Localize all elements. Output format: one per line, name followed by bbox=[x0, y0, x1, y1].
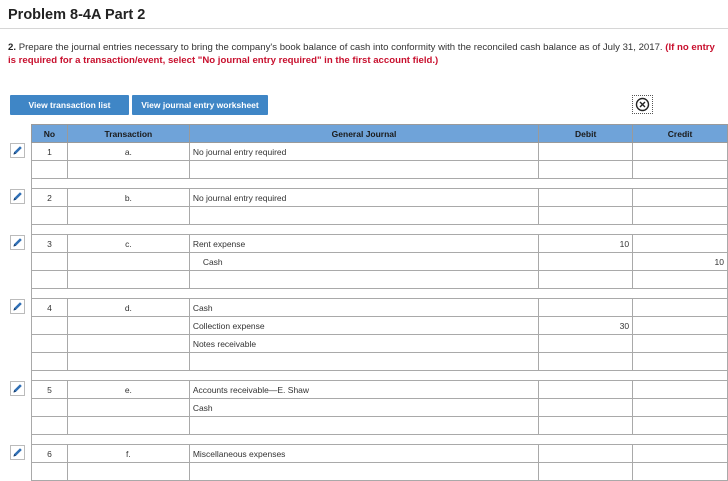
entry-no bbox=[32, 207, 68, 225]
entry-no bbox=[32, 417, 68, 435]
account-field[interactable]: Cash bbox=[189, 399, 538, 417]
table-row bbox=[32, 399, 728, 417]
account-field[interactable]: No journal entry required bbox=[189, 189, 538, 207]
entry-no: 6 bbox=[32, 445, 68, 463]
credit-field[interactable] bbox=[633, 317, 728, 335]
table-row bbox=[32, 463, 728, 481]
credit-field[interactable] bbox=[633, 381, 728, 399]
transaction-label bbox=[67, 271, 189, 289]
entry-separator bbox=[32, 371, 728, 381]
table-row bbox=[32, 253, 728, 271]
transaction-label: f. bbox=[67, 445, 189, 463]
col-no: No bbox=[32, 125, 68, 143]
debit-field[interactable] bbox=[539, 207, 633, 225]
entry-no bbox=[32, 253, 68, 271]
col-credit: Credit bbox=[633, 125, 728, 143]
separator-cell bbox=[32, 289, 728, 299]
debit-field[interactable] bbox=[539, 335, 633, 353]
account-field[interactable] bbox=[189, 271, 538, 289]
credit-field[interactable] bbox=[633, 463, 728, 481]
entry-no bbox=[32, 463, 68, 481]
debit-field[interactable] bbox=[539, 143, 633, 161]
account-field[interactable] bbox=[189, 417, 538, 435]
account-field[interactable]: Rent expense bbox=[189, 235, 538, 253]
table-row bbox=[32, 207, 728, 225]
debit-field[interactable] bbox=[539, 189, 633, 207]
table-row bbox=[32, 299, 728, 317]
instruction-text: Prepare the journal entries necessary to bring the company's book balance of cash into conformity with the reconciled cash balance as of July 31, 2017. bbox=[18, 42, 663, 53]
credit-field[interactable]: 10 bbox=[633, 253, 728, 271]
col-general-journal: General Journal bbox=[189, 125, 538, 143]
separator-cell bbox=[32, 225, 728, 235]
edit-entry-6-pencil-icon[interactable] bbox=[10, 445, 25, 460]
credit-field[interactable] bbox=[633, 161, 728, 179]
debit-field[interactable] bbox=[539, 399, 633, 417]
debit-field[interactable]: 30 bbox=[539, 317, 633, 335]
account-field[interactable]: Cash bbox=[189, 299, 538, 317]
credit-field[interactable] bbox=[633, 299, 728, 317]
entry-separator bbox=[32, 435, 728, 445]
edit-entry-1-pencil-icon[interactable] bbox=[10, 143, 25, 158]
entry-no bbox=[32, 335, 68, 353]
account-field[interactable] bbox=[189, 161, 538, 179]
transaction-label bbox=[67, 353, 189, 371]
table-row bbox=[32, 445, 728, 463]
debit-field[interactable] bbox=[539, 271, 633, 289]
entry-no: 4 bbox=[32, 299, 68, 317]
account-field[interactable] bbox=[189, 463, 538, 481]
debit-field[interactable] bbox=[539, 253, 633, 271]
debit-field[interactable] bbox=[539, 161, 633, 179]
entry-no bbox=[32, 317, 68, 335]
debit-field[interactable] bbox=[539, 299, 633, 317]
entry-separator bbox=[32, 179, 728, 189]
transaction-label bbox=[67, 399, 189, 417]
account-field[interactable]: Notes receivable bbox=[189, 335, 538, 353]
close-button[interactable] bbox=[632, 95, 653, 114]
entry-separator bbox=[32, 289, 728, 299]
credit-field[interactable] bbox=[633, 143, 728, 161]
debit-field[interactable] bbox=[539, 445, 633, 463]
table-row bbox=[32, 335, 728, 353]
credit-field[interactable] bbox=[633, 235, 728, 253]
debit-field[interactable] bbox=[539, 381, 633, 399]
credit-field[interactable] bbox=[633, 207, 728, 225]
transaction-label bbox=[67, 161, 189, 179]
edit-entry-5-pencil-icon[interactable] bbox=[10, 381, 25, 396]
credit-field[interactable] bbox=[633, 335, 728, 353]
entry-no: 1 bbox=[32, 143, 68, 161]
transaction-label bbox=[67, 253, 189, 271]
entry-no: 5 bbox=[32, 381, 68, 399]
table-row bbox=[32, 271, 728, 289]
table-row bbox=[32, 189, 728, 207]
table-header-row bbox=[32, 125, 728, 143]
account-field[interactable]: Miscellaneous expenses bbox=[189, 445, 538, 463]
table-row bbox=[32, 353, 728, 371]
transaction-label bbox=[67, 207, 189, 225]
credit-field[interactable] bbox=[633, 271, 728, 289]
transaction-label: b. bbox=[67, 189, 189, 207]
table-row bbox=[32, 143, 728, 161]
debit-field[interactable] bbox=[539, 353, 633, 371]
table-row bbox=[32, 161, 728, 179]
table-row bbox=[32, 235, 728, 253]
table-row bbox=[32, 381, 728, 399]
instructions bbox=[8, 42, 720, 67]
instruction-number: 2. bbox=[8, 42, 17, 53]
transaction-label bbox=[67, 335, 189, 353]
transaction-label bbox=[67, 417, 189, 435]
entry-no bbox=[32, 161, 68, 179]
account-field[interactable]: Accounts receivable—E. Shaw bbox=[189, 381, 538, 399]
transaction-label bbox=[67, 317, 189, 335]
entry-no bbox=[32, 271, 68, 289]
edit-entry-4-pencil-icon[interactable] bbox=[10, 299, 25, 314]
transaction-label: c. bbox=[67, 235, 189, 253]
credit-field[interactable] bbox=[633, 445, 728, 463]
separator-cell bbox=[32, 435, 728, 445]
credit-field[interactable] bbox=[633, 353, 728, 371]
transaction-label bbox=[67, 463, 189, 481]
credit-field[interactable] bbox=[633, 399, 728, 417]
credit-field[interactable] bbox=[633, 189, 728, 207]
credit-field[interactable] bbox=[633, 417, 728, 435]
separator-cell bbox=[32, 371, 728, 381]
entry-no: 3 bbox=[32, 235, 68, 253]
transaction-label: e. bbox=[67, 381, 189, 399]
entry-separator bbox=[32, 225, 728, 235]
edit-entry-2-pencil-icon[interactable] bbox=[10, 189, 25, 204]
entry-no bbox=[32, 399, 68, 417]
title-divider bbox=[0, 28, 728, 29]
edit-entry-3-pencil-icon[interactable] bbox=[10, 235, 25, 250]
entry-no: 2 bbox=[32, 189, 68, 207]
table-row bbox=[32, 417, 728, 435]
debit-field[interactable]: 10 bbox=[539, 235, 633, 253]
close-circle-icon bbox=[635, 97, 650, 112]
account-field[interactable] bbox=[189, 207, 538, 225]
transaction-label: a. bbox=[67, 143, 189, 161]
account-field[interactable]: Collection expense bbox=[189, 317, 538, 335]
page-title: Problem 8-4A Part 2 bbox=[8, 7, 146, 23]
col-debit: Debit bbox=[539, 125, 633, 143]
journal-table bbox=[31, 124, 728, 481]
view-journal-worksheet-button[interactable]: View journal entry worksheet bbox=[132, 95, 268, 115]
debit-field[interactable] bbox=[539, 417, 633, 435]
separator-cell bbox=[32, 179, 728, 189]
entry-no bbox=[32, 353, 68, 371]
table-row bbox=[32, 317, 728, 335]
col-transaction: Transaction bbox=[67, 125, 189, 143]
account-field[interactable]: Cash bbox=[189, 253, 538, 271]
account-field[interactable]: No journal entry required bbox=[189, 143, 538, 161]
transaction-label: d. bbox=[67, 299, 189, 317]
debit-field[interactable] bbox=[539, 463, 633, 481]
account-field[interactable] bbox=[189, 353, 538, 371]
instruction-note: (If no entry is required for a transaction/event, select "No journal entry required" in the first account field.) bbox=[8, 42, 715, 66]
view-transaction-list-button[interactable]: View transaction list bbox=[10, 95, 129, 115]
